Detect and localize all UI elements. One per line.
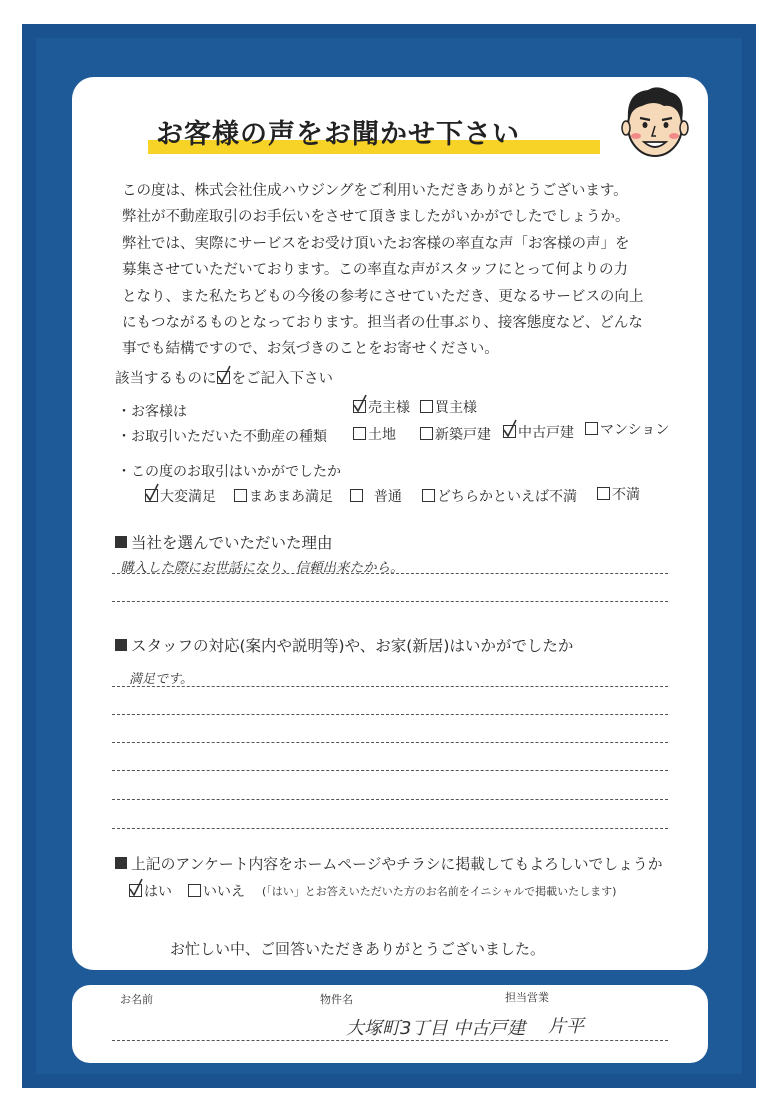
- answer-line: [112, 770, 668, 771]
- square-bullet-icon: [115, 536, 127, 548]
- check-mark-icon: [502, 419, 518, 439]
- reason-heading: [115, 531, 333, 553]
- intro-line: となり、また私たちどもの今後の参考にさせていただき、更なるサービスの向上: [122, 288, 644, 305]
- staff-heading: [115, 634, 573, 656]
- checkbox[interactable]: [420, 427, 433, 440]
- checkbox[interactable]: [129, 884, 142, 897]
- option-label: マンション: [600, 422, 670, 438]
- option-label: 売主様: [368, 400, 410, 416]
- publish-note: (「はい」とお答えいただいた方のお名前をイニシャルで掲載いたします): [262, 885, 617, 898]
- square-bullet-icon: [115, 857, 127, 869]
- thanks-message: お忙しい中、ご回答いただきありがとうございました。: [170, 940, 546, 958]
- answer-line: [112, 742, 668, 743]
- intro-line: にもつながるものとなっております。担当者の仕事ぶり、接客態度など、どんな: [122, 314, 643, 331]
- square-bullet-icon: [115, 639, 127, 651]
- staff-answer[interactable]: 満足です。: [129, 672, 193, 687]
- checkbox[interactable]: [503, 425, 516, 438]
- intro-line: 弊社では、実際にサービスをお受け頂いたお客様の率直な声「お客様の声」を: [122, 235, 630, 252]
- option-label: 不満: [612, 487, 640, 503]
- option-label: 普通: [373, 489, 402, 505]
- answer-line: [112, 686, 668, 687]
- checkbox[interactable]: [350, 489, 363, 502]
- instruction-line: [115, 367, 333, 388]
- property-label: ・お取引いただいた不動産の種類: [117, 429, 327, 445]
- footer-signature-line: [112, 1040, 668, 1041]
- check-mark-icon: [144, 483, 160, 503]
- answer-line: [112, 573, 668, 574]
- option-label: どちらかといえば不満: [437, 489, 577, 505]
- name-label: お名前: [120, 993, 153, 1006]
- instruction-after: をご記入下さい: [231, 371, 333, 387]
- instruction-before: 該当するものに: [115, 371, 217, 387]
- intro-line: 弊社が不動産取引のお手伝いをさせて頂きましたがいかがでしたでしょうか。: [122, 209, 630, 226]
- check-mark-icon: [128, 878, 144, 898]
- checkbox-sample: [217, 371, 230, 384]
- check-mark-icon: [352, 394, 368, 414]
- intro-line: 事でも結構ですので、お気づきのことをお寄せください。: [122, 341, 499, 358]
- staff-name-value[interactable]: 片平: [548, 1016, 584, 1037]
- publish-heading-text: 上記のアンケート内容をホームページやチラシに掲載してもよろしいでしょうか: [131, 856, 663, 873]
- option-label: いいえ: [203, 884, 245, 900]
- answer-line: [112, 714, 668, 715]
- satisfaction-option-fairly[interactable]: [234, 486, 333, 506]
- title-block: [148, 110, 608, 160]
- option-label: 大変満足: [160, 489, 216, 505]
- option-label: 土地: [368, 427, 396, 443]
- option-label: はい: [144, 884, 172, 900]
- customer-label: ・お客様は: [117, 404, 187, 420]
- customer-option-buyer[interactable]: [420, 397, 477, 417]
- intro-line: この度は、株式会社住成ハウジングをご利用いただきありがとうございます。: [122, 183, 628, 199]
- satisfaction-label: ・この度のお取引はいかがでしたか: [117, 464, 341, 480]
- checkbox[interactable]: [188, 884, 201, 897]
- option-label: 中古戸建: [518, 425, 574, 441]
- satisfaction-option-very[interactable]: [145, 486, 216, 506]
- answer-line: [112, 799, 668, 800]
- publish-option-yes[interactable]: [129, 881, 172, 901]
- customer-option-seller[interactable]: [353, 397, 410, 417]
- intro-paragraph: [122, 178, 682, 363]
- page-title: お客様の声をお聞かせ下さい: [156, 119, 520, 150]
- checkbox[interactable]: [234, 489, 247, 502]
- staff-name-label: 担当営業: [505, 991, 549, 1004]
- checkbox[interactable]: [353, 400, 366, 413]
- satisfaction-option-somewhat-dissatisfied[interactable]: [422, 486, 577, 506]
- publish-heading: [115, 853, 663, 874]
- property-option-mansion[interactable]: [585, 419, 669, 439]
- option-label: 新築戸建: [435, 427, 491, 443]
- checkbox[interactable]: [422, 489, 435, 502]
- checkbox[interactable]: [145, 489, 158, 502]
- property-name-label: 物件名: [320, 993, 353, 1006]
- answer-line: [112, 828, 668, 829]
- satisfaction-option-dissatisfied[interactable]: [597, 484, 640, 504]
- property-name-value[interactable]: 大塚町3丁目 中古戸建: [346, 1018, 526, 1039]
- option-label: まあまあ満足: [249, 489, 333, 505]
- smiling-man-icon: [618, 82, 692, 160]
- checkbox[interactable]: [420, 400, 433, 413]
- answer-line: [112, 601, 668, 602]
- publish-option-no[interactable]: [188, 881, 245, 901]
- satisfaction-option-normal[interactable]: [350, 486, 402, 506]
- intro-line: 募集させていただいております。この率直な声がスタッフにとって何よりの力: [122, 262, 629, 279]
- reason-answer[interactable]: 購入した際にお世話になり、信頼出来たから。: [120, 560, 404, 576]
- checkbox[interactable]: [353, 427, 366, 440]
- checkbox[interactable]: [585, 422, 598, 435]
- staff-heading-text: スタッフの対応(案内や説明等)や、お家(新居)はいかがでしたか: [131, 637, 574, 655]
- property-option-new-house[interactable]: [420, 424, 491, 444]
- property-option-used-house[interactable]: [503, 422, 574, 442]
- checkbox[interactable]: [597, 487, 610, 500]
- option-label: 買主様: [435, 400, 477, 416]
- property-option-land[interactable]: [353, 424, 396, 444]
- reason-heading-text: 当社を選んでいただいた理由: [131, 534, 333, 552]
- check-mark-icon: [216, 365, 232, 385]
